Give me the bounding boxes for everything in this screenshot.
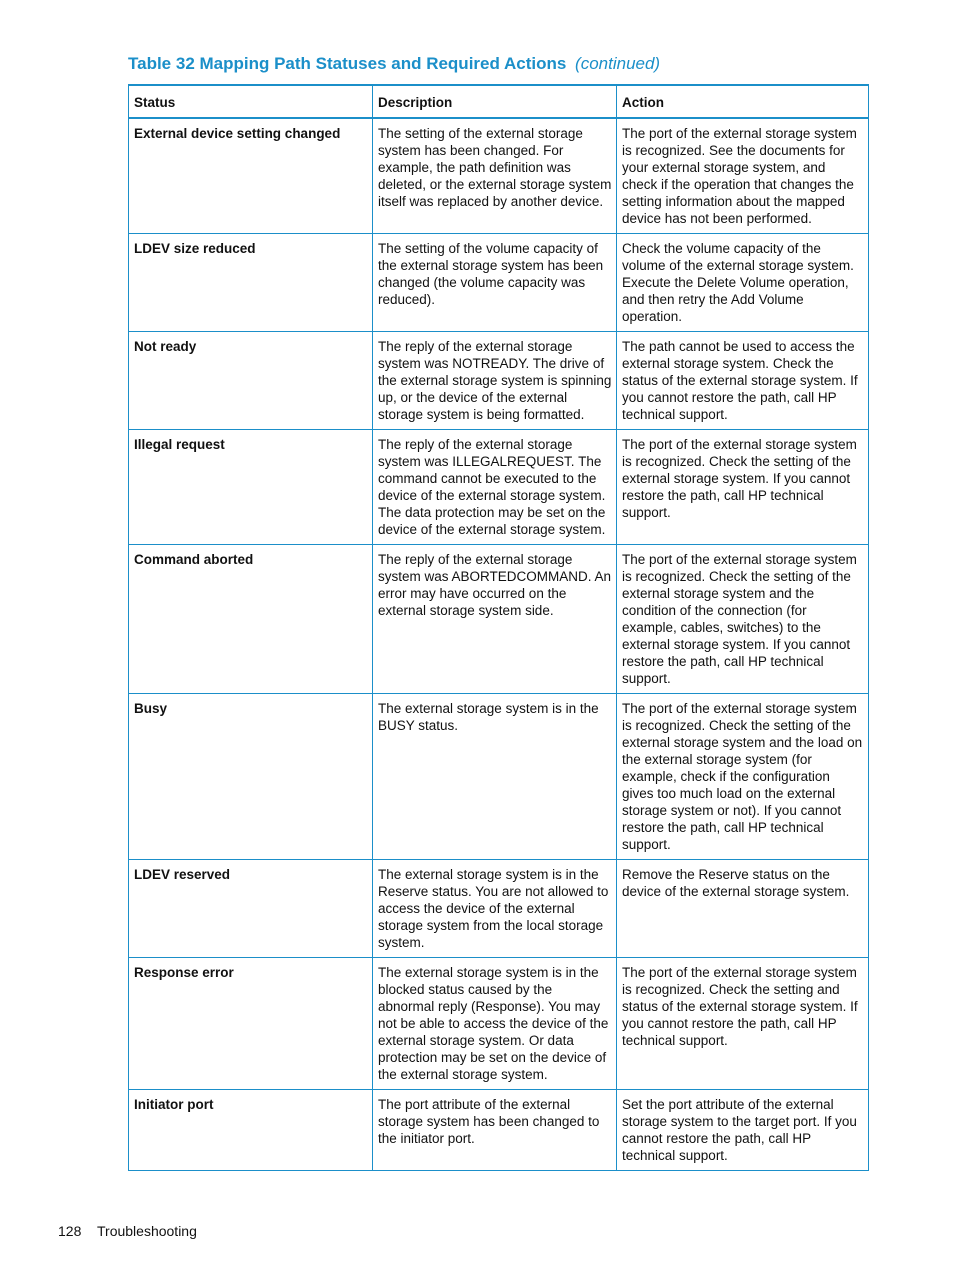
description-cell: The reply of the external storage system was ILLEGALREQUEST. The command cannot be executed to the device of the external storage system. The data protection may be set on the device of the external storage system. xyxy=(373,430,617,545)
table-row xyxy=(129,545,869,694)
status-table-container xyxy=(128,84,868,1171)
section-name: Troubleshooting xyxy=(97,1223,197,1239)
action-cell: The port of the external storage system is recognized. Check the setting of the external storage system and the load on the external storage system (for example, check if the configuration gives too much load on the external storage system or not). If you cannot restore the path, call HP technical support. xyxy=(617,694,869,860)
table-caption xyxy=(128,54,660,74)
action-cell: The port of the external storage system is recognized. Check the setting of the external storage system. If you cannot restore the path, call HP technical support. xyxy=(617,430,869,545)
table-row xyxy=(129,430,869,545)
table-row xyxy=(129,118,869,234)
status-cell: Not ready xyxy=(129,332,373,430)
table-row xyxy=(129,234,869,332)
description-cell: The port attribute of the external storage system has been changed to the initiator port. xyxy=(373,1090,617,1171)
action-cell: Set the port attribute of the external storage system to the target port. If you cannot restore the path, call HP technical support. xyxy=(617,1090,869,1171)
column-header-action: Action xyxy=(617,85,869,118)
status-cell: Initiator port xyxy=(129,1090,373,1171)
action-cell: The port of the external storage system is recognized. Check the setting and status of the external storage system. If you cannot restore the path, call HP technical support. xyxy=(617,958,869,1090)
action-cell: The port of the external storage system is recognized. See the documents for your external storage system, and check if the operation that changes the setting information about the mapped device has not been performed. xyxy=(617,118,869,234)
table-title: Table 32 Mapping Path Statuses and Required Actions xyxy=(128,54,567,73)
status-cell: Command aborted xyxy=(129,545,373,694)
column-header-description: Description xyxy=(373,85,617,118)
table-row xyxy=(129,958,869,1090)
description-cell: The external storage system is in the blocked status caused by the abnormal reply (Response). You may not be able to access the device of the external storage system. Or data protection may be set on the device of the external storage system. xyxy=(373,958,617,1090)
description-cell: The reply of the external storage system was NOTREADY. The drive of the external storage system is spinning up, or the device of the external storage system is being formatted. xyxy=(373,332,617,430)
status-cell: LDEV reserved xyxy=(129,860,373,958)
table-header-row xyxy=(129,85,869,118)
status-cell: Response error xyxy=(129,958,373,1090)
continued-label: (continued) xyxy=(575,54,661,73)
table-row xyxy=(129,860,869,958)
status-cell: External device setting changed xyxy=(129,118,373,234)
action-cell: Remove the Reserve status on the device of the external storage system. xyxy=(617,860,869,958)
table-row xyxy=(129,332,869,430)
page-number: 128 xyxy=(58,1223,82,1239)
action-cell: The port of the external storage system is recognized. Check the setting of the external storage system and the condition of the connection (for example, cables, switches) to the external storage system. If you cannot restore the path, call HP technical support. xyxy=(617,545,869,694)
description-cell: The reply of the external storage system was ABORTEDCOMMAND. An error may have occurred on the external storage system side. xyxy=(373,545,617,694)
column-header-status: Status xyxy=(129,85,373,118)
status-table xyxy=(128,84,869,1171)
status-cell: LDEV size reduced xyxy=(129,234,373,332)
status-cell: Illegal request xyxy=(129,430,373,545)
page-footer xyxy=(58,1223,197,1239)
table-row xyxy=(129,1090,869,1171)
description-cell: The external storage system is in the Reserve status. You are not allowed to access the device of the external storage system from the local storage system. xyxy=(373,860,617,958)
table-row xyxy=(129,694,869,860)
description-cell: The setting of the external storage system has been changed. For example, the path definition was deleted, or the external storage system itself was replaced by another device. xyxy=(373,118,617,234)
description-cell: The external storage system is in the BUSY status. xyxy=(373,694,617,860)
status-cell: Busy xyxy=(129,694,373,860)
action-cell: The path cannot be used to access the external storage system. Check the status of the external storage system. If you cannot restore the path, call HP technical support. xyxy=(617,332,869,430)
description-cell: The setting of the volume capacity of the external storage system has been changed (the volume capacity was reduced). xyxy=(373,234,617,332)
action-cell: Check the volume capacity of the volume of the external storage system. Execute the Delete Volume operation, and then retry the Add Volume operation. xyxy=(617,234,869,332)
